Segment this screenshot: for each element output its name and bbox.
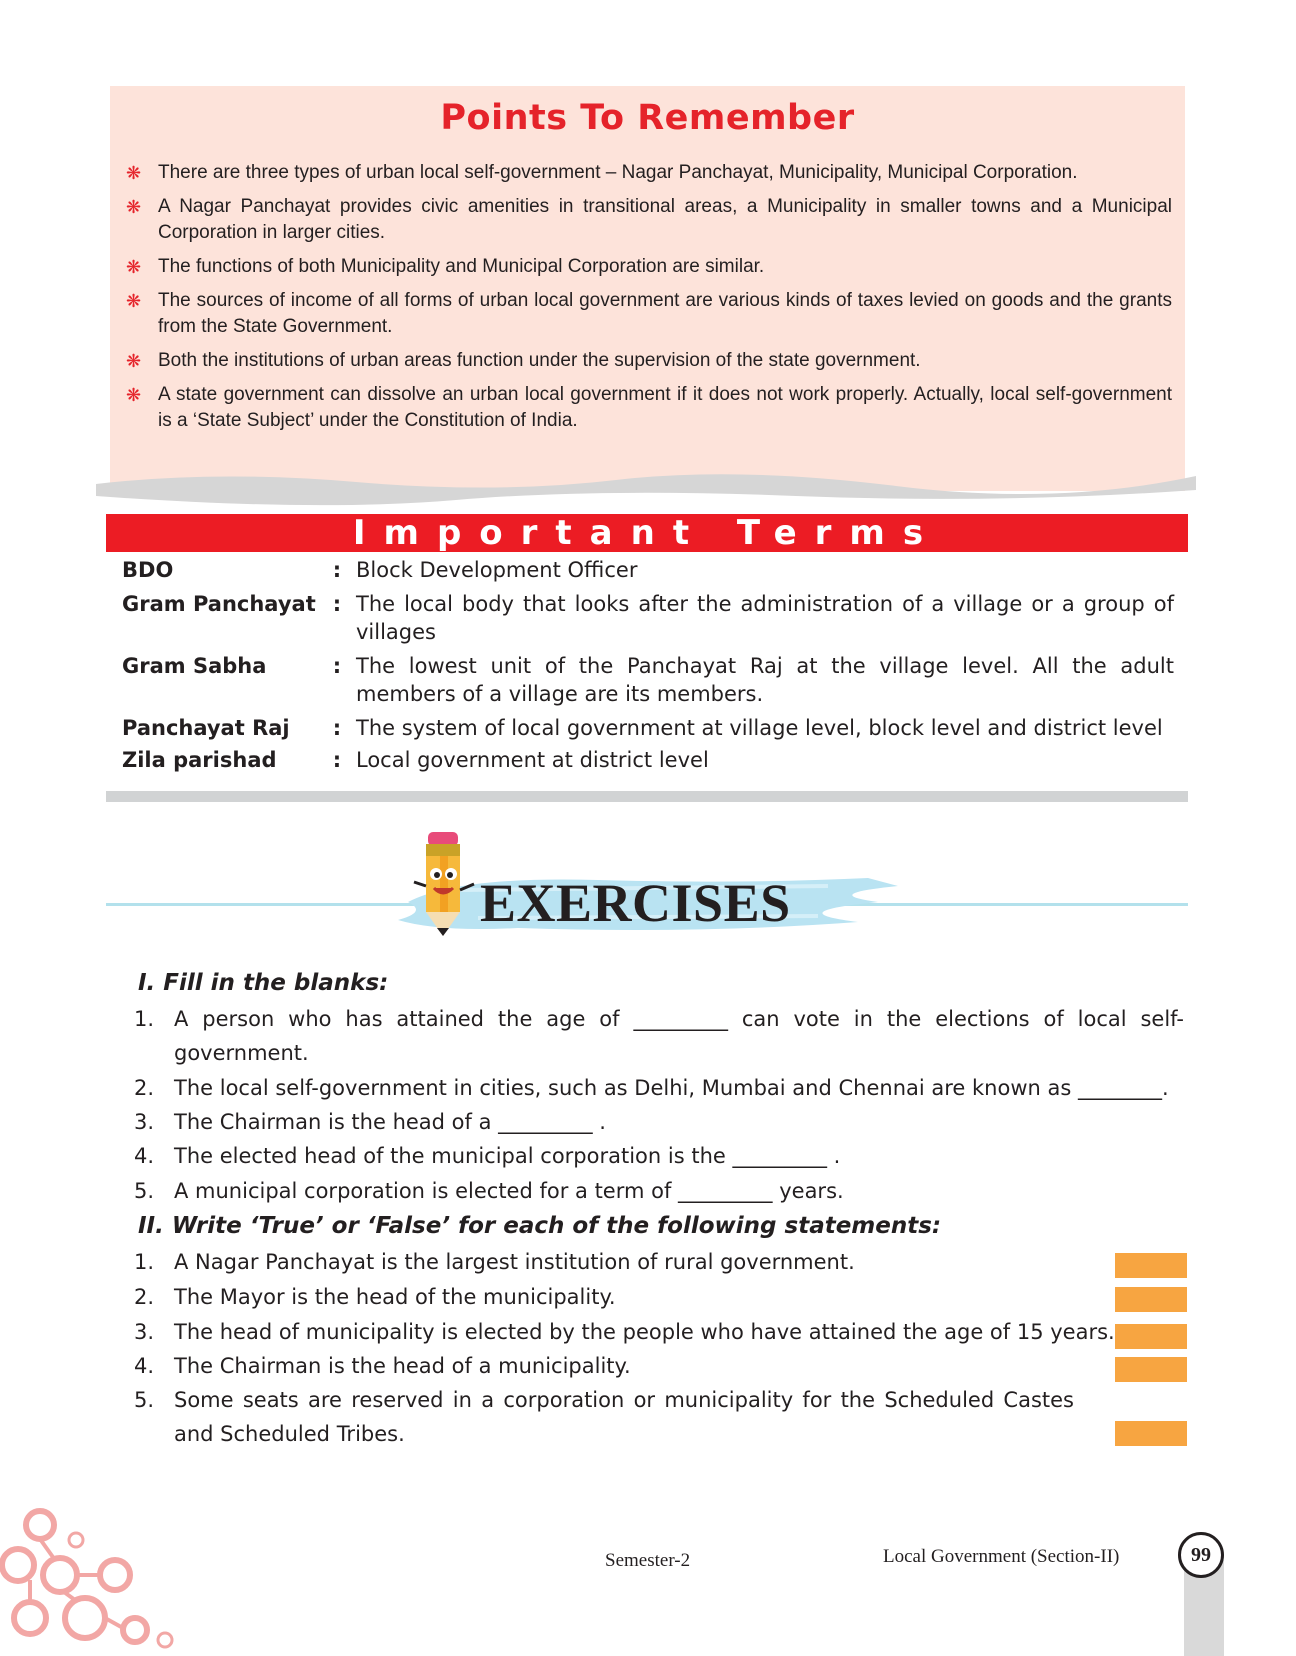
question-number: 5. [134, 1388, 155, 1412]
question-number: 3. [134, 1110, 155, 1134]
question-number: 2. [134, 1285, 155, 1309]
list-item: ❋ The functions of both Municipality and Municipal Corporation are similar. [126, 254, 1172, 280]
decorative-circles [0, 1500, 180, 1656]
points-list [126, 160, 1172, 442]
section-heading: I. Fill in the blanks: [138, 970, 389, 996]
term-separator: : [332, 592, 342, 616]
term-definition: Block Development Officer [356, 558, 638, 582]
term-name: Gram Panchayat [122, 592, 316, 616]
list-item: ❋ A state government can dissolve an urban local government if it does not work properly. Actually, local self-government is a ‘State Subject’ under the Constitution of India. [126, 384, 1172, 431]
list-item [134, 1280, 616, 1314]
question-number: 1. [134, 1007, 155, 1031]
term-name: BDO [122, 558, 174, 582]
list-item [134, 1002, 1184, 1070]
question-text: The elected head of the municipal corporation is the _________ . [174, 1144, 841, 1168]
question-text: Some seats are reserved in a corporation or municipality for the Scheduled Castes and Scheduled Tribes. [174, 1388, 1074, 1446]
bullet-star-icon: ❋ [126, 385, 142, 405]
list-item: ❋ The sources of income of all forms of urban local government are various kinds of taxes levied on goods and the grants from the State Government. [126, 290, 1172, 337]
answer-box[interactable] [1115, 1421, 1187, 1446]
question-number: 2. [134, 1076, 155, 1100]
bullet-star-icon: ❋ [126, 197, 142, 217]
question-number: 5. [134, 1179, 155, 1203]
pencil-mascot-icon [410, 830, 478, 940]
question-text: A person who has attained the age of _________ can vote in the elections of local self-government. [174, 1007, 1184, 1065]
exercises-title: EXERCISES [480, 873, 791, 933]
question-text: A Nagar Panchayat is the largest institution of rural government. [174, 1250, 855, 1274]
footer-semester: Semester-2 [605, 1550, 691, 1571]
answer-box[interactable] [1115, 1357, 1187, 1382]
question-number: 4. [134, 1354, 155, 1378]
terms-table [122, 556, 1174, 780]
list-item [134, 1105, 606, 1139]
section-heading: II. Write ‘True’ or ‘False’ for each of the following statements: [138, 1213, 942, 1239]
list-item [134, 1349, 631, 1383]
question-text: The local self-government in cities, such as Delhi, Mumbai and Chennai are known as ________. [174, 1076, 1169, 1100]
footer-chapter: Local Government (Section-II) [883, 1546, 1120, 1567]
term-definition: The system of local government at village level, block level and district level [356, 716, 1163, 740]
list-item [134, 1315, 1115, 1349]
list-item [134, 1245, 855, 1279]
term-separator: : [332, 558, 342, 582]
terms-divider [106, 791, 1188, 802]
answer-box[interactable] [1115, 1287, 1187, 1312]
term-name: Zila parishad [122, 748, 277, 772]
list-item [134, 1071, 1169, 1105]
term-row [122, 714, 1174, 742]
term-row [122, 746, 1174, 774]
question-number: 3. [134, 1320, 155, 1344]
answer-box[interactable] [1115, 1324, 1187, 1349]
question-number: 1. [134, 1250, 155, 1274]
answer-box[interactable] [1115, 1253, 1187, 1278]
question-text: The Mayor is the head of the municipality. [174, 1285, 616, 1309]
term-separator: : [332, 716, 342, 740]
term-name: Panchayat Raj [122, 716, 290, 740]
term-row [122, 590, 1174, 646]
list-item [134, 1139, 840, 1173]
term-row [122, 556, 1174, 584]
torn-paper-edge [96, 470, 1196, 510]
question-text: The head of municipality is elected by the people who have attained the age of 15 years. [174, 1320, 1115, 1344]
bullet-star-icon: ❋ [126, 257, 142, 277]
page-number: 99 [1178, 1532, 1224, 1578]
list-item: ❋ There are three types of urban local self-government – Nagar Panchayat, Municipality, Municipal Corporation. [126, 160, 1172, 186]
question-text: The Chairman is the head of a _________ . [174, 1110, 606, 1134]
list-item [134, 1383, 1074, 1451]
bullet-star-icon: ❋ [126, 291, 142, 311]
term-row [122, 652, 1174, 708]
bullet-star-icon: ❋ [126, 351, 142, 371]
question-text: A municipal corporation is elected for a term of _________ years. [174, 1179, 844, 1203]
question-number: 4. [134, 1144, 155, 1168]
term-definition: The lowest unit of the Panchayat Raj at the village level. All the adult members of a village are its members. [356, 654, 1174, 706]
bullet-star-icon: ❋ [126, 163, 142, 183]
points-to-remember-title: Points To Remember [440, 98, 855, 138]
term-definition: Local government at district level [356, 748, 709, 772]
important-terms-title: Important Terms [106, 514, 1188, 552]
question-text: The Chairman is the head of a municipality. [174, 1354, 631, 1378]
term-name: Gram Sabha [122, 654, 267, 678]
term-separator: : [332, 748, 342, 772]
list-item: ❋ Both the institutions of urban areas function under the supervision of the state government. [126, 348, 1172, 374]
list-item: ❋ A Nagar Panchayat provides civic amenities in transitional areas, a Municipality in smaller towns and a Municipal Corporation in larger cities. [126, 196, 1172, 243]
term-separator: : [332, 654, 342, 678]
list-item [134, 1174, 844, 1208]
term-definition: The local body that looks after the administration of a village or a group of villages [356, 592, 1174, 644]
